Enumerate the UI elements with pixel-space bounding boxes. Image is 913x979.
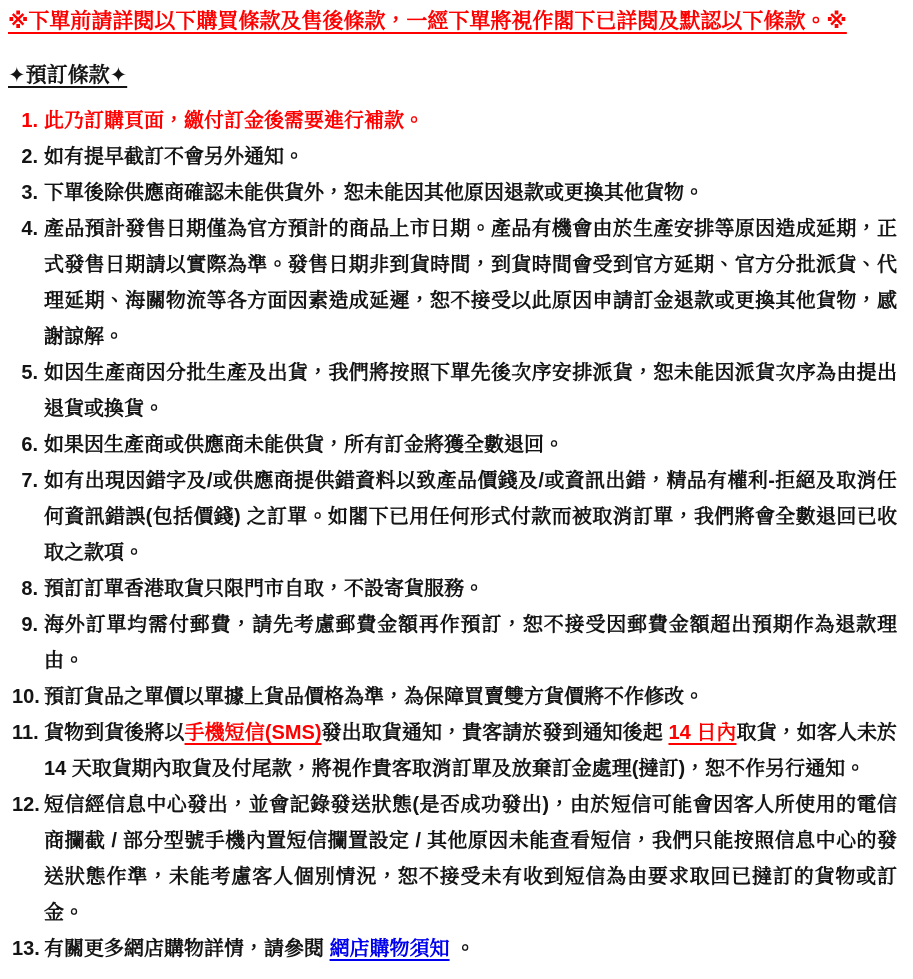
term-text: 預訂貨品之單價以單據上貨品價格為準，為保障買賣雙方貨價將不作修改。 [44,686,704,708]
term-item-7 [12,463,897,571]
terms-list [6,103,897,967]
term-text: 預訂訂單香港取貨只限門市自取，不設寄貨服務。 [44,578,484,600]
term-text: 有關更多網店購物詳情，請參閱 [44,938,330,960]
term-item-5 [12,355,897,427]
term-text: 取貨，如客人未於 14 天取貨期內取貨及付尾款，將視作貴客取消訂單及放棄訂金處理(撻訂)，恕不作另行通知。 [44,722,898,780]
term-text: 如因生產商因分批生產及出貨，我們將按照下單先後次序安排派貨，恕未能因派貨次序為由提出退貨或換貨。 [44,362,897,420]
term-item-3 [12,175,897,211]
term-item-13 [12,931,897,967]
term-item-4 [12,211,897,355]
preorder-terms-title: ✦預訂條款✦ [8,64,128,87]
shop-notice-link[interactable]: 網店購物須知 [329,938,450,960]
term-text: 貨物到貨後將以 [44,722,185,744]
highlighted-text: 14 日內 [668,722,737,744]
term-text: 如果因生產商或供應商未能供貨，所有訂金將獲全數退回。 [44,434,564,456]
term-text: 產品預計發售日期僅為官方預計的商品上市日期。產品有機會由於生產安排等原因造成延期，正式發售日期請以實際為準。發售日期非到貨時間，到貨時間會受到官方延期、官方分批派貨、代理延期、海關物流等各方面因素造成延遲，恕不接受以此原因申請訂金退款或更換其他貨物，感謝諒解。 [44,218,897,348]
term-text: 下單後除供應商確認未能供貨外，恕未能因其他原因退款或更換其他貨物。 [44,182,704,204]
term-text: 發出取貨通知，貴客請於發到通知後起 [321,722,669,744]
term-text: 短信經信息中心發出，並會記錄發送狀態(是否成功發出)，由於短信可能會因客人所使用的電信商攔截 / 部分型號手機內置短信攔置設定 / 其他原因未能查看短信，我們只能按照信息中心的發送狀態作準，未能考慮客人個別情況，恕不接受未有收到短信為由要求取回已撻訂的貨物或訂金。 [44,794,897,924]
term-text: 如有提早截訂不會另外通知。 [44,146,304,168]
term-item-9 [12,607,897,679]
term-item-12 [12,787,897,931]
term-text: 如有出現因錯字及/或供應商提供錯資料以致產品價錢及/或資訊出錯，精品有權利-拒絕及取消任何資訊錯誤(包括價錢) 之訂單。如閣下已用任何形式付款而被取消訂單，我們將會全數退回已收取之款項。 [44,470,897,564]
highlighted-text: 手機短信(SMS) [184,722,322,744]
term-text: 海外訂單均需付郵費，請先考慮郵費金額再作預訂，恕不接受因郵費金額超出預期作為退款理由。 [44,614,897,672]
term-text: 此乃訂購頁面，繳付訂金後需要進行補款。 [44,110,424,132]
term-item-2 [12,139,897,175]
purchase-warning-header: ※下單前請詳閱以下購買條款及售後條款，一經下單將視作閣下已詳閱及默認以下條款。※ [8,10,847,33]
term-item-8 [12,571,897,607]
term-item-11 [12,715,897,787]
term-item-6 [12,427,897,463]
term-text: 。 [449,938,476,960]
term-item-10 [12,679,897,715]
term-item-1 [12,103,897,139]
